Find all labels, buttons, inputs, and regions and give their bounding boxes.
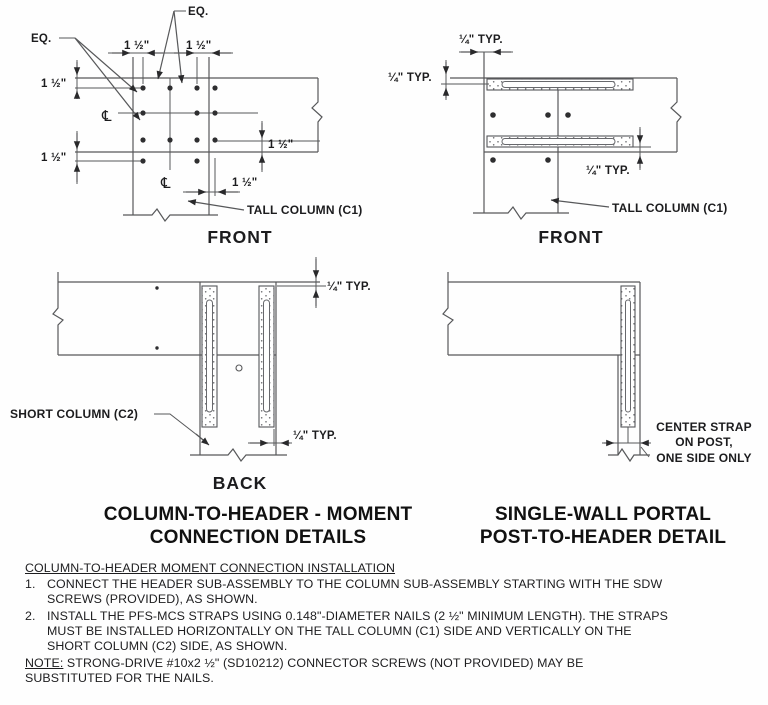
dim-label-quarter: ¼" TYP. xyxy=(459,34,503,46)
break-symbol xyxy=(123,209,218,221)
view-label-front: FRONT xyxy=(538,227,604,247)
strap-slot xyxy=(207,300,213,412)
note-line: INSTALL THE PFS-MCS STRAPS USING 0.148"-DIAMETER NAILS (2 ½" MINIMUM LENGTH). THE STRAPS xyxy=(47,609,668,623)
dim-label-quarter: ¼" TYP. xyxy=(388,72,432,84)
footnote xyxy=(25,656,742,686)
detail-title-right-line2: POST-TO-HEADER DETAIL xyxy=(479,527,727,548)
center-strap-note: CENTER STRAP xyxy=(656,420,752,434)
eq-label: EQ. xyxy=(31,33,52,45)
view-label-back: BACK xyxy=(212,473,268,493)
back-view-detail xyxy=(10,257,371,493)
break-symbol xyxy=(53,272,63,355)
detail-title-right xyxy=(438,503,768,549)
break-symbol xyxy=(190,449,287,461)
center-strap-note: ON POST, xyxy=(675,435,733,449)
break-symbol xyxy=(671,78,681,152)
strap-slot xyxy=(264,300,270,412)
detail-title-left-line1: COLUMN-TO-HEADER - MOMENT xyxy=(103,504,413,525)
note-item-number: 1. xyxy=(25,577,36,591)
tall-column-label: TALL COLUMN (C1) xyxy=(612,201,728,215)
note-item-1 xyxy=(25,577,742,607)
detail-title-right-line1: SINGLE-WALL PORTAL xyxy=(494,504,712,525)
eq-label: EQ. xyxy=(188,6,209,18)
note-item-text xyxy=(47,609,668,654)
installation-notes xyxy=(25,561,742,686)
note-line: SHORT COLUMN (C2) SIDE, AS SHOWN. xyxy=(47,639,288,653)
center-strap-note: ONE SIDE ONLY xyxy=(656,451,752,465)
detail-title-left-line2: CONNECTION DETAILS xyxy=(149,527,367,548)
tall-column-label: TALL COLUMN (C1) xyxy=(247,203,363,217)
strap-slot xyxy=(626,300,631,412)
break-symbol xyxy=(443,272,453,355)
centerline-symbol: ℄ xyxy=(161,174,171,192)
note-item-text xyxy=(47,577,662,607)
note-line: SCREWS (PROVIDED), AS SHOWN. xyxy=(47,592,258,606)
note-line: CONNECT THE HEADER SUB-ASSEMBLY TO THE COLUMN SUB-ASSEMBLY STARTING WITH THE SDW xyxy=(47,577,663,591)
dim-label-1-5: 1 ½" xyxy=(124,40,150,52)
note-item-number: 2. xyxy=(25,609,36,623)
dim-label-1-5: 1 ½" xyxy=(41,78,67,90)
dim-label-1-5: 1 ½" xyxy=(268,139,294,151)
dim-label-quarter: ¼" TYP. xyxy=(586,165,630,177)
dim-label-quarter: ¼" TYP. xyxy=(327,281,371,293)
short-column-label: SHORT COLUMN (C2) xyxy=(10,407,139,421)
strap-slot xyxy=(502,139,615,145)
note-item-2 xyxy=(25,609,742,654)
detail-title-left xyxy=(58,503,458,549)
dim-label-1-5: 1 ½" xyxy=(232,177,258,189)
note-label: NOTE: xyxy=(25,656,64,670)
portal-view-detail xyxy=(443,272,752,465)
bolt-hole xyxy=(236,365,242,371)
dim-label-1-5: 1 ½" xyxy=(186,40,212,52)
dim-label-quarter: ¼" TYP. xyxy=(293,430,337,442)
note-line: MUST BE INSTALLED HORIZONTALLY ON THE TALL COLUMN (C1) SIDE AND VERTICALLY ON THE xyxy=(47,624,632,638)
front-view-detail-2 xyxy=(388,34,727,247)
footnote-line1: STRONG-DRIVE #10x2 ½" (SD10212) CONNECTOR SCREWS (NOT PROVIDED) MAY BE xyxy=(66,656,584,670)
view-label-front: FRONT xyxy=(207,227,273,247)
front-view-detail-1 xyxy=(31,6,362,247)
strap-slot xyxy=(502,82,615,88)
dim-label-1-5: 1 ½" xyxy=(41,152,67,164)
footnote-line2: SUBSTITUTED FOR THE NAILS. xyxy=(25,671,214,685)
break-symbol xyxy=(473,207,569,219)
notes-heading: COLUMN-TO-HEADER MOMENT CONNECTION INSTALLATION xyxy=(25,561,396,575)
centerline-symbol: ℄ xyxy=(102,107,112,125)
